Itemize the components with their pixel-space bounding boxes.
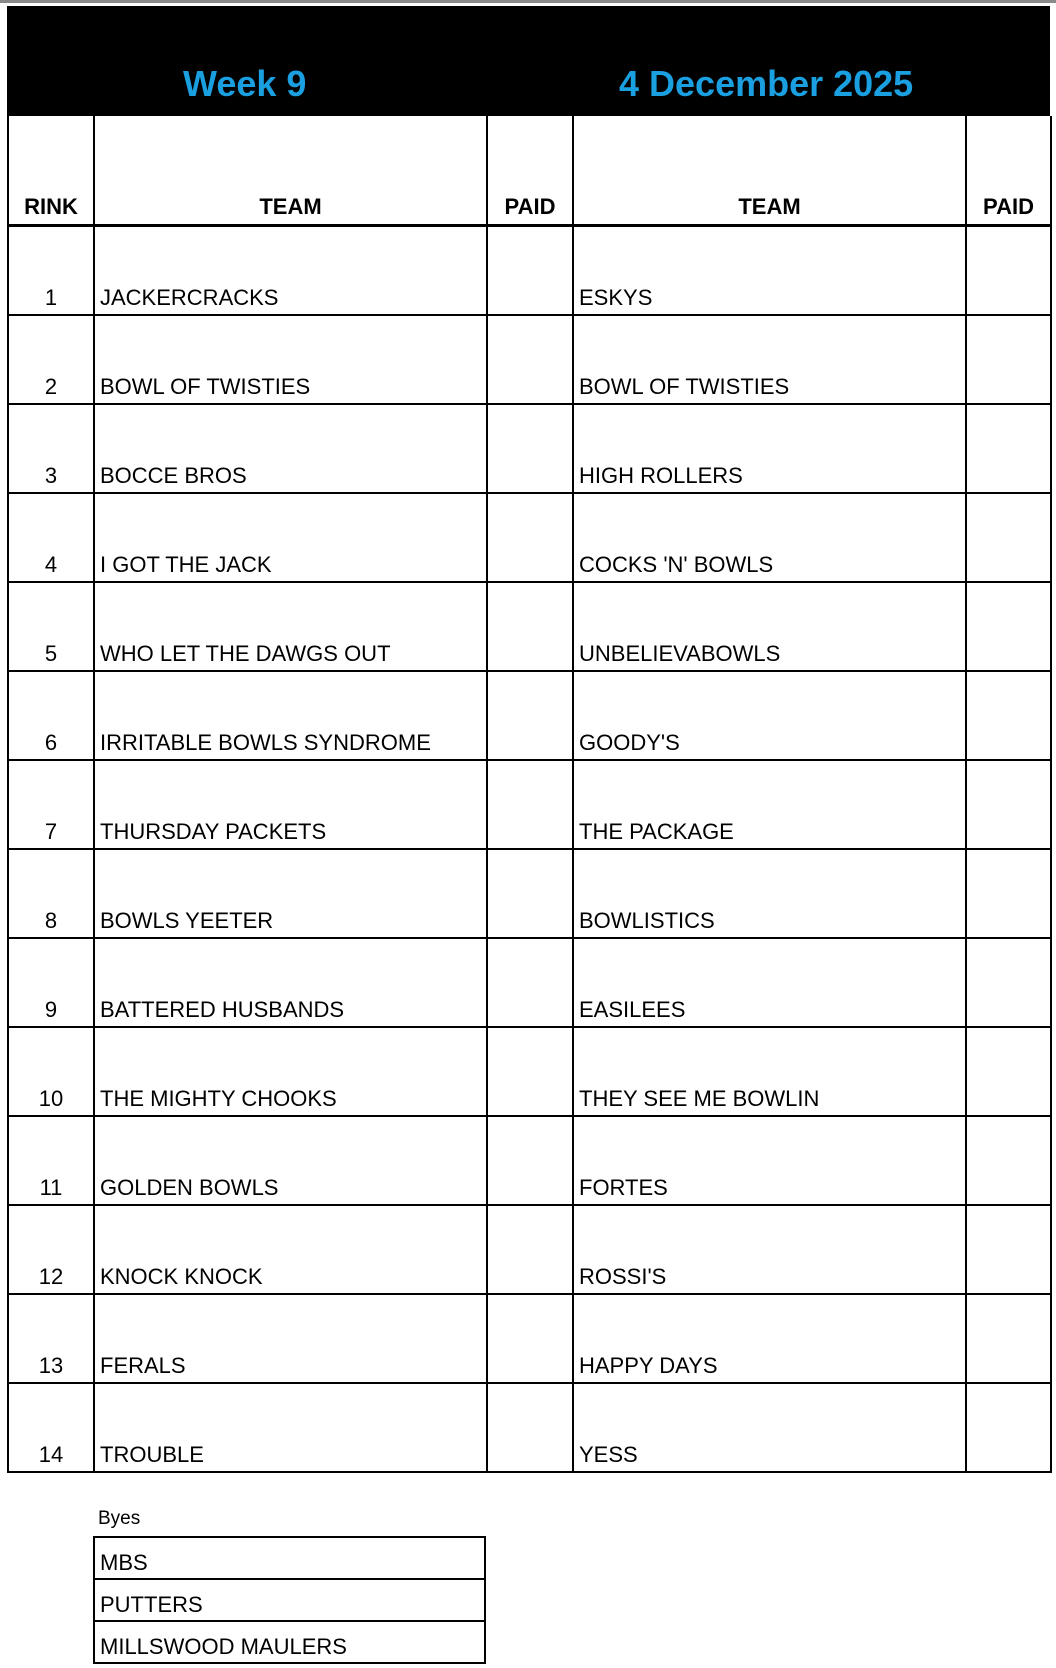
list-item [94,1621,485,1663]
rink-number: 14 [8,1383,94,1472]
byes-section [93,1508,486,1664]
paid-a-cell [487,1027,573,1116]
table-row [8,1116,1051,1205]
bye-team-name: MILLSWOOD MAULERS [94,1621,485,1663]
table-row [8,760,1051,849]
paid-b-cell [966,1116,1051,1205]
paid-b-cell [966,493,1051,582]
header-banner [7,6,1050,116]
team-a-name: FERALS [94,1294,487,1383]
fixture-rows [8,226,1051,1473]
table-row [8,404,1051,493]
rink-number: 4 [8,493,94,582]
rink-number: 11 [8,1116,94,1205]
team-a-name: THURSDAY PACKETS [94,760,487,849]
paid-b-cell [966,760,1051,849]
rink-number: 13 [8,1294,94,1383]
table-header-row [8,116,1051,226]
paid-a-cell [487,582,573,671]
team-a-name: BATTERED HUSBANDS [94,938,487,1027]
week-title: Week 9 [183,63,307,104]
paid-a-cell [487,1294,573,1383]
paid-b-cell [966,315,1051,404]
paid-b-cell [966,1294,1051,1383]
rink-number: 1 [8,226,94,316]
paid-a-cell [487,404,573,493]
paid-b-cell [966,938,1051,1027]
table-row [8,671,1051,760]
top-border-line [0,0,1056,3]
team-a-name: GOLDEN BOWLS [94,1116,487,1205]
paid-a-cell [487,493,573,582]
paid-b-cell [966,226,1051,316]
team-b-name: FORTES [573,1116,966,1205]
bye-team-name: MBS [94,1537,485,1579]
list-item [94,1579,485,1621]
fixture-table [7,116,1052,1473]
paid-a-cell [487,1205,573,1294]
rink-number: 8 [8,849,94,938]
rink-number: 5 [8,582,94,671]
team-b-name: ROSSI'S [573,1205,966,1294]
paid-b-cell [966,1027,1051,1116]
paid-a-cell [487,849,573,938]
team-a-name: IRRITABLE BOWLS SYNDROME [94,671,487,760]
table-row [8,226,1051,316]
team-a-name: BOWL OF TWISTIES [94,315,487,404]
team-b-name: YESS [573,1383,966,1472]
paid-b-cell [966,404,1051,493]
team-b-name: COCKS 'N' BOWLS [573,493,966,582]
bye-team-name: PUTTERS [94,1579,485,1621]
list-item [94,1537,485,1579]
byes-table [93,1536,486,1664]
rink-number: 7 [8,760,94,849]
team-b-name: BOWLISTICS [573,849,966,938]
column-header-paid-a: PAID [487,116,573,226]
table-row [8,582,1051,671]
rink-number: 12 [8,1205,94,1294]
team-b-name: THEY SEE ME BOWLIN [573,1027,966,1116]
byes-label: Byes [98,1508,141,1529]
team-a-name: TROUBLE [94,1383,487,1472]
paid-a-cell [487,938,573,1027]
table-row [8,1027,1051,1116]
team-a-name: WHO LET THE DAWGS OUT [94,582,487,671]
column-header-paid-b: PAID [966,116,1051,226]
paid-a-cell [487,760,573,849]
team-b-name: EASILEES [573,938,966,1027]
paid-b-cell [966,1205,1051,1294]
column-header-team-a: TEAM [94,116,487,226]
fixture-sheet [7,6,1050,1473]
paid-b-cell [966,849,1051,938]
table-row [8,1294,1051,1383]
paid-a-cell [487,226,573,316]
paid-a-cell [487,315,573,404]
column-header-team-b: TEAM [573,116,966,226]
paid-b-cell [966,582,1051,671]
rink-number: 10 [8,1027,94,1116]
table-row [8,938,1051,1027]
team-a-name: THE MIGHTY CHOOKS [94,1027,487,1116]
paid-a-cell [487,671,573,760]
team-a-name: I GOT THE JACK [94,493,487,582]
team-b-name: HIGH ROLLERS [573,404,966,493]
team-b-name: THE PACKAGE [573,760,966,849]
table-row [8,315,1051,404]
team-b-name: BOWL OF TWISTIES [573,315,966,404]
rink-number: 9 [8,938,94,1027]
team-b-name: GOODY'S [573,671,966,760]
team-a-name: BOCCE BROS [94,404,487,493]
rink-number: 3 [8,404,94,493]
column-header-rink: RINK [8,116,94,226]
team-a-name: KNOCK KNOCK [94,1205,487,1294]
paid-b-cell [966,671,1051,760]
paid-b-cell [966,1383,1051,1472]
team-b-name: HAPPY DAYS [573,1294,966,1383]
fixture-date: 4 December 2025 [619,63,914,104]
team-b-name: ESKYS [573,226,966,316]
rink-number: 2 [8,315,94,404]
paid-a-cell [487,1383,573,1472]
paid-a-cell [487,1116,573,1205]
team-a-name: BOWLS YEETER [94,849,487,938]
table-row [8,493,1051,582]
table-row [8,1205,1051,1294]
team-a-name: JACKERCRACKS [94,226,487,316]
table-row [8,849,1051,938]
table-row [8,1383,1051,1472]
team-b-name: UNBELIEVABOWLS [573,582,966,671]
rink-number: 6 [8,671,94,760]
